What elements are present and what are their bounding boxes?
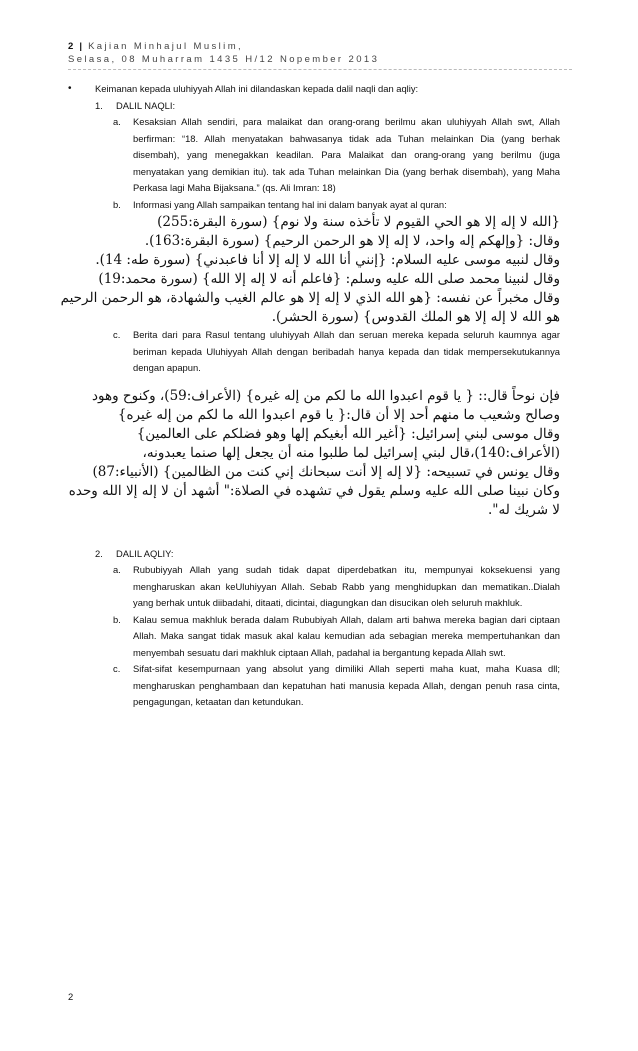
item-text: Kalau semua makhluk berada dalam Rububiyah Allah, dalam arti bahwa mereka bagian dari ciptaan Allah. Maka sangat tidak masuk akal kalau kemudian ada sebagian mereka mempertuhankan dan menyembah sesuatu dari makhluk ciptaan Allah, padahal ia bergantung kepada Allah swt. <box>133 613 560 658</box>
arabic-quotes-b <box>54 213 560 327</box>
item-text: Rububiyyah Allah yang sudah tidak dapat diperdebatkan itu, mempunyai koksekuensi yang mengharuskan akan keUluhiyyan Allah. Sebab Rabb yang menghidupkan dan mematikan..Dialah yang berhak untuk diibadahi, ditaati, dicintai, diagungkan dan disucikan oleh seluruh makhluk. <box>133 564 560 608</box>
arabic-line: وقال مخبراً عن نفسه: {هو الله الذي لا إله إلا هو عالم الغيب والشهادة، هو الرحمن الرحيم هو الله لا إله إلا هو الملك القدوس} (سورة الحشر). <box>60 290 560 325</box>
page-header <box>68 40 572 66</box>
item-text: Sifat-sifat kesempurnaan yang absolut yang dimiliki Allah seperti maha kuat, maha Kuasa dll; mengharuskan penghambaan dan kepatuhan hati manusia kepada Allah, dengan penuh rasa cinta, pengagungan, ketaatan dan ketundukan. <box>133 663 560 707</box>
footer-page-number: 2 <box>68 991 74 1002</box>
section-aqliy-heading <box>0 546 556 563</box>
naqli-item-b <box>0 197 560 214</box>
header-page-number: 2 <box>68 41 75 52</box>
arabic-line: {الله لا إله إلا هو الحي القيوم لا تأخذه سنة ولا نوم} (سورة البقرة:255) <box>157 214 560 230</box>
header-divider <box>68 69 572 70</box>
section-title: DALIL NAQLI: <box>116 99 176 111</box>
intro-paragraph <box>0 81 565 98</box>
arabic-quotes-c <box>68 387 560 520</box>
section-naqli-heading <box>0 98 556 115</box>
naqli-item-c <box>0 327 560 377</box>
bullet-icon: • <box>68 83 72 94</box>
aqliy-item-c <box>0 661 560 711</box>
intro-text: Keimanan kepada uluhiyyah Allah ini dilandaskan kepada dalil naqli dan aqliy: <box>95 83 419 94</box>
item-marker: a. <box>113 116 121 127</box>
aqliy-item-b <box>0 612 560 662</box>
section-marker: 1. <box>95 99 103 111</box>
item-text: Kesaksian Allah sendiri, para malaikat dan orang-orang berilmu akan uluhiyyah Allah swt, Allah berfirman: “18. Allah menyatakan bahwasanya tidak ada Tuhan melainkan Dia (yang berhak disembah), yang menegakkan keadilan. Para Malaikat dan orang-orang yang berilmu (juga menyatakan yang demikian itu). tak ada Tuhan melainkan Dia (yang berhak disembah), yang Maha Perkasa lagi Maha Bijaksana.” (qs. Ali Imran: 18) <box>133 116 560 193</box>
header-separator: | <box>79 41 84 52</box>
section-marker: 2. <box>95 547 103 559</box>
item-marker: b. <box>113 198 121 210</box>
header-date: Selasa, 08 Muharram 1435 H/12 Nopember 2013 <box>68 54 380 65</box>
arabic-line: وكان نبينا صلى الله عليه وسلم يقول في تشهده في الصلاة:" أشهد أن لا إله إلا الله وحده لا شريك له". <box>68 482 560 518</box>
item-marker: c. <box>113 663 121 674</box>
item-text: Berita dari para Rasul tentang uluhiyyah Allah dan seruan mereka kepada seluruh kaumnya agar beriman kepada Uluhiyyah Allah dengan beribadah hanya kepada dan tidak mempersekutukannya dengan apapun. <box>133 329 560 373</box>
item-marker: b. <box>113 613 121 625</box>
arabic-line: وقال يونس في تسبيحه: {لا إله إلا أنت سبحانك إني كنت من الظالمين} (الأنبياء:87) <box>92 463 560 480</box>
arabic-line: وقال لنبيه موسى عليه السلام: {إنني أنا الله لا إله إلا أنا فاعبدني} (سورة طه: 14). <box>95 252 560 268</box>
arabic-line: وقال: {وإلهكم إله واحد، لا إله إلا هو الرحمن الرحيم} (سورة البقرة:163). <box>144 233 560 249</box>
header-title-line <box>68 40 572 53</box>
item-marker: c. <box>113 329 121 340</box>
arabic-line: فإن نوحاً قال:: { يا قوم اعبدوا الله ما لكم من إله غيره} (الأعراف:59)، وكنوح وهود وصالح وشعيب ما منهم أحد إلا أن قال:{ يا قوم اعبدوا الله ما لكم من إله غيره} <box>92 387 560 423</box>
item-marker: a. <box>113 564 121 575</box>
document-body <box>0 81 638 711</box>
arabic-line: وقال موسى لبني إسرائيل: {أغير الله أبغيكم إلها وهو فضلكم على العالمين} (الأعراف:140)،قال لبني إسرائيل لما طلبوا منه أن يجعل إلها صنما يعبدونه، <box>136 425 560 461</box>
item-text: Informasi yang Allah sampaikan tentang hal ini dalam banyak ayat al quran: <box>133 198 447 210</box>
header-title: Kajian Minhajul Muslim, <box>88 41 244 52</box>
arabic-line: وقال لنبينا محمد صلى الله عليه وسلم: {فاعلم أنه لا إله إلا الله} (سورة محمد:19) <box>98 271 560 287</box>
naqli-item-a <box>0 114 560 197</box>
section-title: DALIL AQLIY: <box>116 547 174 559</box>
aqliy-item-a <box>0 562 560 612</box>
